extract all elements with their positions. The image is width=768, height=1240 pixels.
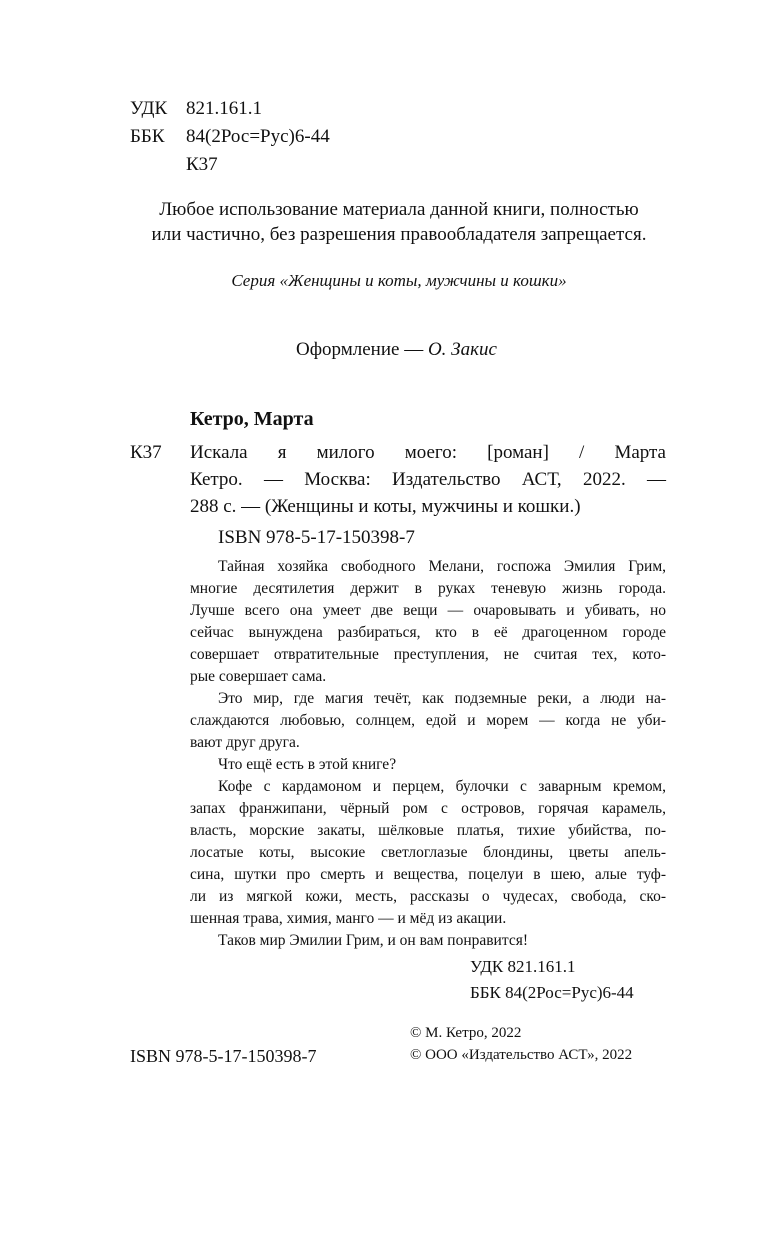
bib-author-mark: К37 <box>130 442 162 463</box>
copyright-notice-line-1: Любое использование материала данной книги, полностью <box>159 199 639 220</box>
footer-copyright-author: © М. Кетро, 2022 <box>410 1025 522 1041</box>
bib-isbn: ISBN 978-5-17-150398-7 <box>218 527 415 548</box>
annotation-line: Лучше всего она умеет две вещи — очаровывать и убивать, но <box>190 602 666 619</box>
bib-line-3: 288 с. — (Женщины и коты, мужчины и кошки.) <box>190 496 581 517</box>
bbk-value: 84(2Рос=Рус)6-44 <box>186 126 330 147</box>
annotation-line: рые совершает сама. <box>190 668 327 685</box>
annotation-line: Тайная хозяйка свободного Мелани, госпожа Эмилия Грим, <box>218 558 666 575</box>
author-heading: Кетро, Марта <box>190 408 314 430</box>
udk-label: УДК <box>130 98 168 119</box>
series-title: Серия «Женщины и коты, мужчины и кошки» <box>231 271 567 290</box>
copyright-notice-line-2: или частично, без разрешения правообладателя запрещается. <box>151 224 647 245</box>
annotation-line: сина, шутки про смерть и вещества, поцелуи в шею, алые туф- <box>190 866 666 883</box>
annotation-line: Это мир, где магия течёт, как подземные реки, а люди на- <box>218 690 666 707</box>
annotation-line: совершает отвратительные преступления, не считая тех, кото- <box>190 646 666 663</box>
annotation-line: ли из мягкой кожи, месть, рассказы о чудесах, свобода, ско- <box>190 888 666 905</box>
footer-copyright-publisher: © ООО «Издательство АСТ», 2022 <box>410 1047 633 1063</box>
annotation-line: Таков мир Эмилии Грим, и он вам понравится! <box>218 932 528 949</box>
footer-udk: УДК 821.161.1 <box>470 957 576 976</box>
bib-line-1: Искала я милого моего: [роман] / Марта <box>190 442 666 463</box>
annotation-line: вают друг друга. <box>190 734 300 751</box>
annotation-line: шенная трава, химия, манго — и мёд из акации. <box>190 910 507 927</box>
annotation <box>190 556 666 952</box>
design-credit <box>296 339 497 361</box>
annotation-line: запах франжипани, чёрный ром с островов, горячая карамель, <box>190 800 666 817</box>
footer-isbn: ISBN 978-5-17-150398-7 <box>130 1046 317 1066</box>
annotation-line: сейчас вынуждена разбираться, кто в её драгоценном городе <box>190 624 666 641</box>
author-mark: К37 <box>186 154 218 175</box>
designer-name: О. Закис <box>427 339 497 360</box>
udk-value: 821.161.1 <box>186 98 262 119</box>
annotation-line: многие десятилетия держит в руках теневую жизнь города. <box>190 580 666 597</box>
bbk-label: ББК <box>130 126 165 147</box>
design-label: Оформление — <box>296 339 428 360</box>
annotation-line: Что ещё есть в этой книге? <box>218 756 397 773</box>
annotation-line: лосатые коты, высокие светлоглазые блондины, цветы апель- <box>190 844 666 861</box>
footer-bbk: ББК 84(2Рос=Рус)6-44 <box>470 983 634 1002</box>
annotation-line: власть, морские закаты, шёлковые платья, тихие убийства, по- <box>190 822 666 839</box>
annotation-line: слаждаются любовью, солнцем, едой и морем — когда не уби- <box>190 712 666 729</box>
bib-line-2: Кетро. — Москва: Издательство АСТ, 2022. — <box>190 469 666 490</box>
annotation-line: Кофе с кардамоном и перцем, булочки с заварным кремом, <box>218 778 666 795</box>
